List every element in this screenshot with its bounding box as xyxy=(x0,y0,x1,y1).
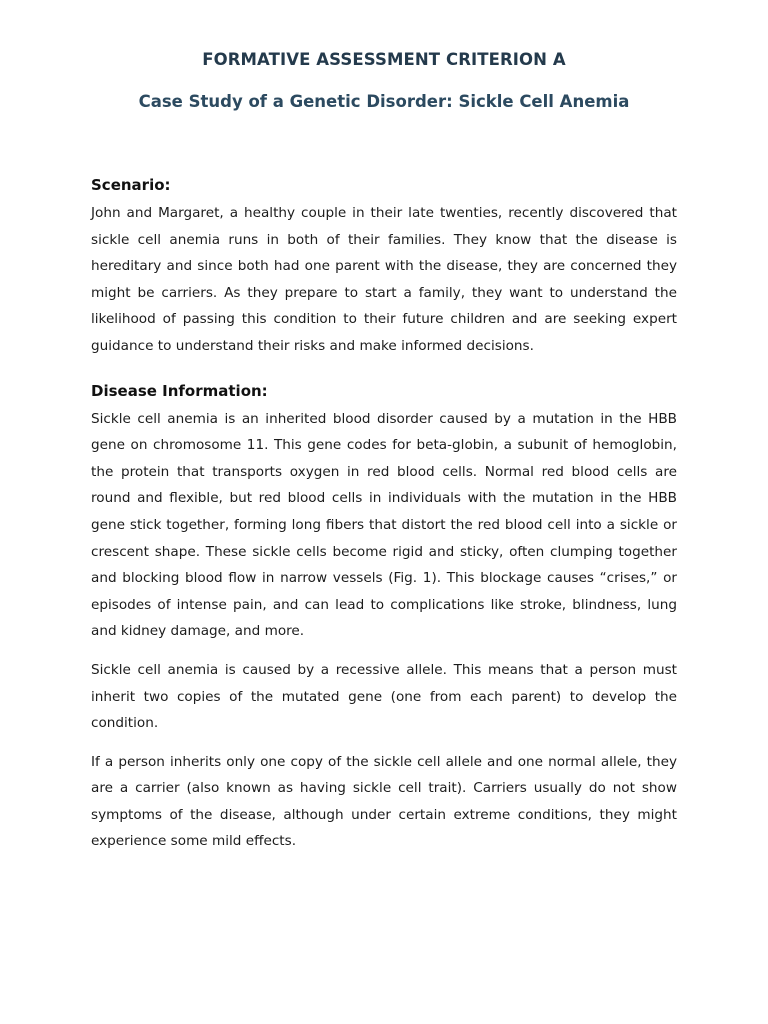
disease-paragraph: Sickle cell anemia is caused by a recessive allele. This means that a person must inherit two copies of the mutated gene (one from each parent) to develop the condition. xyxy=(91,661,677,732)
document-title: FORMATIVE ASSESSMENT CRITERION A xyxy=(202,50,566,69)
disease-paragraph: If a person inherits only one copy of the sickle cell allele and one normal allele, they are a carrier (also known as having sickle cell trait). Carriers usually do not show symptoms of the disease, although under certain extreme conditions, they might experience some mild effects. xyxy=(91,753,677,850)
document-subtitle: Case Study of a Genetic Disorder: Sickle Cell Anemia xyxy=(138,92,630,111)
disease-information-section xyxy=(91,380,677,856)
disease-information-heading: Disease Information: xyxy=(91,381,268,400)
document-body xyxy=(91,174,677,855)
scenario-section xyxy=(91,174,677,360)
scenario-paragraph: John and Margaret, a healthy couple in their late twenties, recently discovered that sickle cell anemia runs in both of their families. They know that the disease is hereditary and since both had one parent with the disease, they are concerned they might be carriers. As they prepare to start a family, they want to understand the likelihood of passing this condition to their future children and are seeking expert guidance to understand their risks and make informed decisions. xyxy=(91,205,677,354)
disease-paragraph: Sickle cell anemia is an inherited blood disorder caused by a mutation in the HBB gene on chromosome 11. This gene codes for beta-globin, a subunit of hemoglobin, the protein that transports oxygen in red blood cells. Normal red blood cells are round and flexible, but red blood cells in individuals with the mutation in the HBB gene stick together, forming long fibers that distort the red blood cell into a sickle or crescent shape. These sickle cells become rigid and sticky, often clumping together and blocking blood flow in narrow vessels (Fig. 1). This blockage causes “crises,” or episodes of intense pain, and can lead to complications like stroke, blindness, lung and kidney damage, and more. xyxy=(91,410,677,640)
scenario-heading: Scenario: xyxy=(91,176,171,194)
